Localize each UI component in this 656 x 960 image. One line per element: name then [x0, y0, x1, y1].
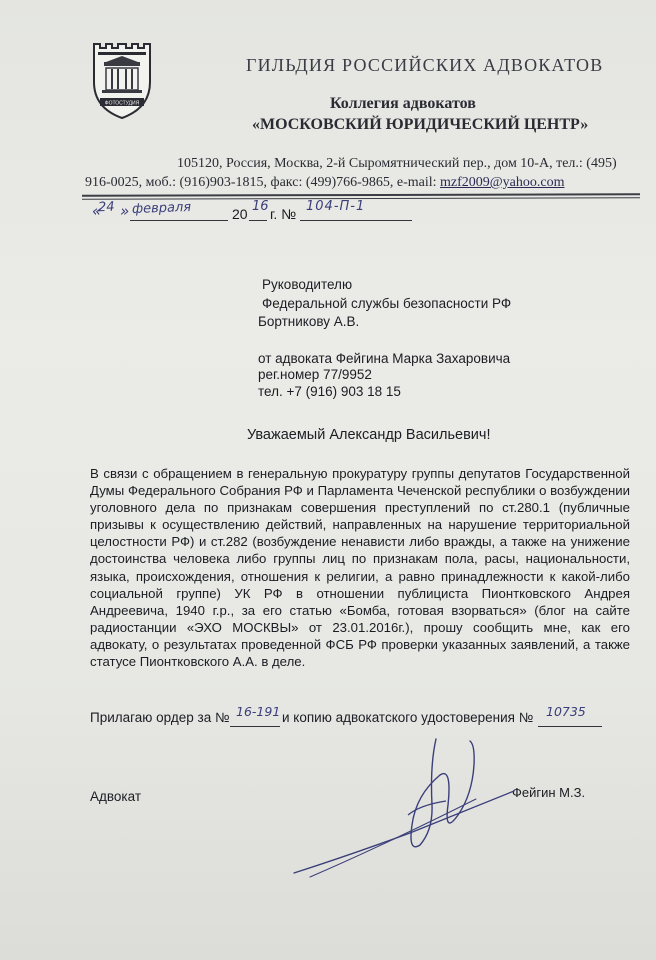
- sender-name: от адвоката Фейгина Марка Захаровича: [258, 351, 511, 366]
- enclosure-text-1: Прилагаю ордер за №: [90, 710, 230, 725]
- address-line-1: 105120, Россия, Москва, 2-й Сыромятнический пер., дом 10-А, тел.: (495): [177, 156, 617, 171]
- address-contacts: 916-0025, моб.: (916)903-1815, факс: (499)766-9865, e-mail:: [85, 175, 440, 190]
- month-underline: [130, 220, 228, 221]
- certificate-number: 10735: [546, 704, 586, 719]
- header-divider-thick: [82, 193, 640, 196]
- number-underline: [300, 220, 412, 221]
- enclosure-line: [90, 706, 630, 734]
- order-underline: [230, 726, 280, 727]
- date-quote-close: »: [120, 202, 130, 220]
- date-number-label: г. №: [270, 206, 297, 222]
- addressee-agency: Федеральной службы безопасности РФ: [262, 296, 512, 311]
- college-title: Коллегия адвокатов: [330, 95, 476, 112]
- guild-title: ГИЛЬДИЯ РОССИЙСКИХ АДВОКАТОВ: [246, 55, 604, 75]
- date-line: [88, 200, 418, 226]
- address-line-2: [85, 175, 564, 191]
- guild-logo: [86, 42, 158, 120]
- handwritten-signature: [290, 735, 520, 885]
- date-month: февраля: [131, 199, 192, 218]
- date-year-prefix: 20: [232, 206, 248, 222]
- signature-name: Фейгин М.З.: [512, 785, 586, 800]
- certificate-underline: [538, 726, 602, 727]
- date-day: 24: [97, 199, 115, 216]
- enclosure-text-2: и копию адвокатского удостоверения №: [282, 710, 534, 725]
- center-name: «МОСКОВСКИЙ ЮРИДИЧЕСКИЙ ЦЕНТР»: [252, 116, 589, 133]
- outgoing-number: 104-П-1: [306, 199, 366, 214]
- signature-role: Адвокат: [90, 789, 142, 804]
- order-number: 16-191: [236, 704, 281, 719]
- addressee-name: Бортникову А.В.: [258, 314, 360, 329]
- year-underline: [249, 220, 267, 221]
- sender-phone: тел. +7 (916) 903 18 15: [258, 384, 401, 399]
- addressee-title: Руководителю: [262, 277, 353, 292]
- date-quote-open: «: [92, 202, 102, 220]
- greeting: Уважаемый Александр Васильевич!: [247, 427, 491, 443]
- date-year-suffix: 16: [252, 199, 269, 214]
- email-link[interactable]: mzf2009@yahoo.com: [440, 175, 565, 190]
- letter-body: В связи с обращением в генеральную прокуратуру группы депутатов Государственной Думы Федерального Собрания РФ и Парламента Чеченской республики о возбуждении уголовного дела по признакам совершения преступлений по ст.280.1 (публичные призывы к осуществлению действий, направленных на нарушение территориальной целостности РФ) и ст.282 (возбуждение ненависти либо вражды, а также на унижение достоинства человека либо группы лиц по признакам пола, расы, национальности, языка, происхождения, отношения к религии, а равно принадлежности к какой-либо социальной группе) УК РФ в отношении публициста Пионтковского Андрея Андреевича, 1940 г.р., за его статью «Бомба, готовая взорваться» (блог на сайте радиостанции «ЭХО МОСКВЫ» от 23.01.2016г.), прошу сообщить мне, как его адвокату, о результатах проведенной ФСБ РФ проверки указанных заявлений, а также статусе Пионтковского А.А. в деле.: [90, 466, 630, 670]
- logo-text: ФОТОСТУДИЯ: [104, 100, 140, 107]
- sender-registration: рег.номер 77/9952: [258, 367, 372, 382]
